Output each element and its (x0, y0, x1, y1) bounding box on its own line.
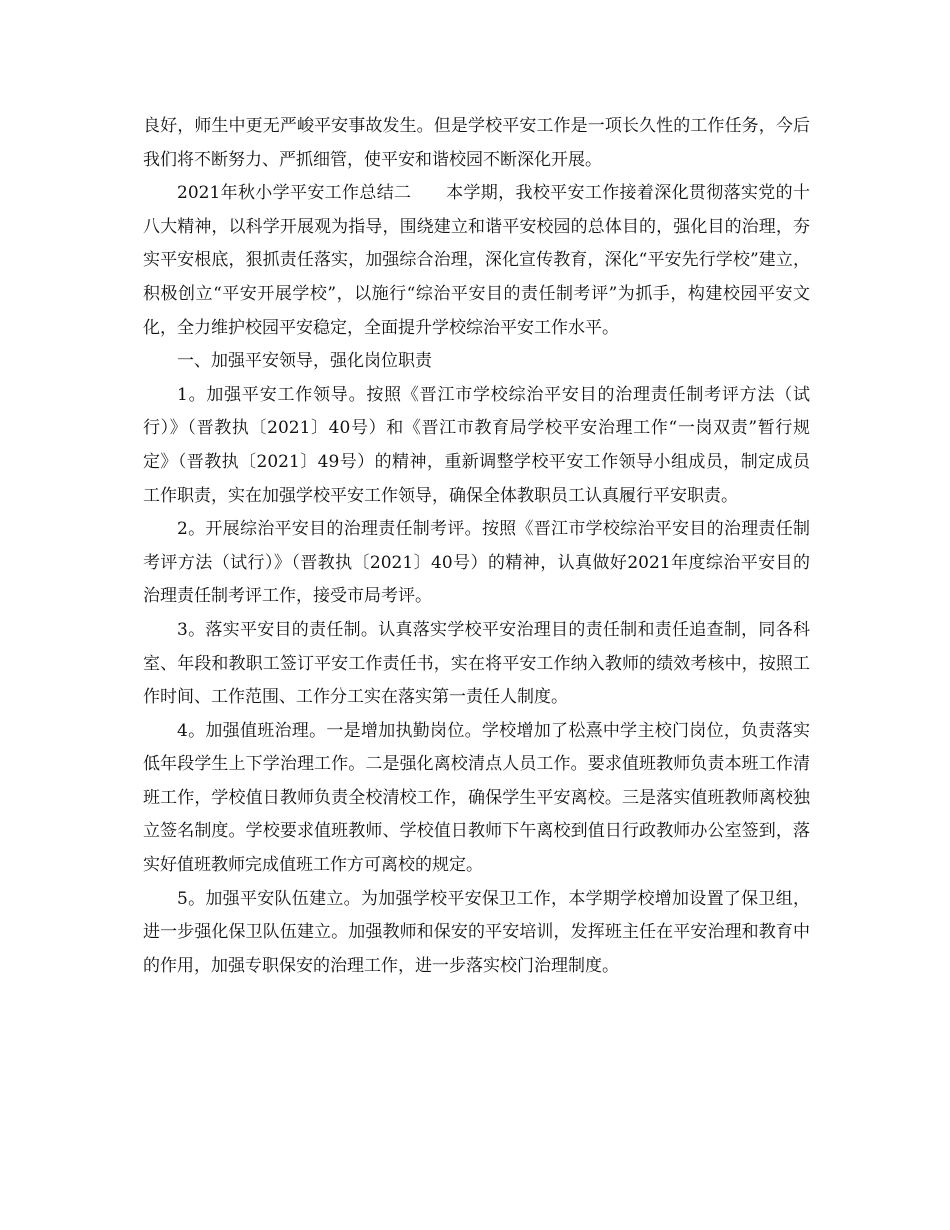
paragraph-item-4: 4。加强值班治理。一是增加执勤岗位。学校增加了松熹中学主校门岗位，负责落实低年段学生上下学治理工作。二是强化离校清点人员工作。要求值班教师负责本班工作清班工作，学校值日教师负责全校清校工作，确保学生平安离校。三是落实值班教师离校独立签名制度。学校要求值班教师、学校值日教师下午离校到值日行政教师办公室签到，落实好值班教师完成值班工作方可离校的规定。 (143, 720, 810, 876)
paragraph-summary-two-intro: 2021年秋小学平安工作总结二 本学期，我校平安工作接着深化贯彻落实党的十八大精神，以科学开展观为指导，围绕建立和谐平安校园的总体目的，强化目的治理，夯实平安根底，狠抓责任落实，加强综合治理，深化宣传教育，深化“平安先行学校”建立，积极创立“平安开展学校”，以施行“综治平安目的责任制考评”为抓手，构建校园平安文化，全力维护校园平安稳定，全面提升学校综治平安工作水平。 (143, 183, 810, 338)
paragraph-continuation: 良好，师生中更无严峻平安事故发生。但是学校平安工作是一项长久性的工作任务，今后我们将不断努力、严抓细管，使平安和谐校园不断深化开展。 (143, 116, 810, 170)
paragraph-item-1: 1。加强平安工作领导。按照《晋江市学校综治平安目的治理责任制考评方法（试行）》（晋教执〔2021〕40号）和《晋江市教育局学校平安治理工作“一岗双责”暂行规定》（晋教执〔2021〕49号）的精神，重新调整学校平安工作领导小组成员，制定成员工作职责，实在加强学校平安工作领导，确保全体教职员工认真履行平安职责。 (143, 384, 810, 506)
paragraph-item-3: 3。落实平安目的责任制。认真落实学校平安治理目的责任制和责任追查制，同各科室、年段和教职工签订平安工作责任书，实在将平安工作纳入教师的绩效考核中，按照工作时间、工作范围、工作分工实在落实第一责任人制度。 (143, 619, 810, 708)
paragraph-item-5: 5。加强平安队伍建立。为加强学校平安保卫工作，本学期学校增加设置了保卫组，进一步强化保卫队伍建立。加强教师和保安的平安培训，发挥班主任在平安治理和教育中的作用，加强专职保安的治理工作，进一步落实校门治理制度。 (143, 888, 810, 976)
document-body (143, 110, 810, 983)
section-heading-one: 一、加强平安领导，强化岗位职责 (177, 351, 432, 372)
paragraph-item-2: 2。开展综治平安目的治理责任制考评。按照《晋江市学校综治平安目的治理责任制考评方法（试行）》（晋教执〔2021〕40号）的精神，认真做好2021年度综治平安目的治理责任制考评工作，接受市局考评。 (143, 519, 810, 607)
